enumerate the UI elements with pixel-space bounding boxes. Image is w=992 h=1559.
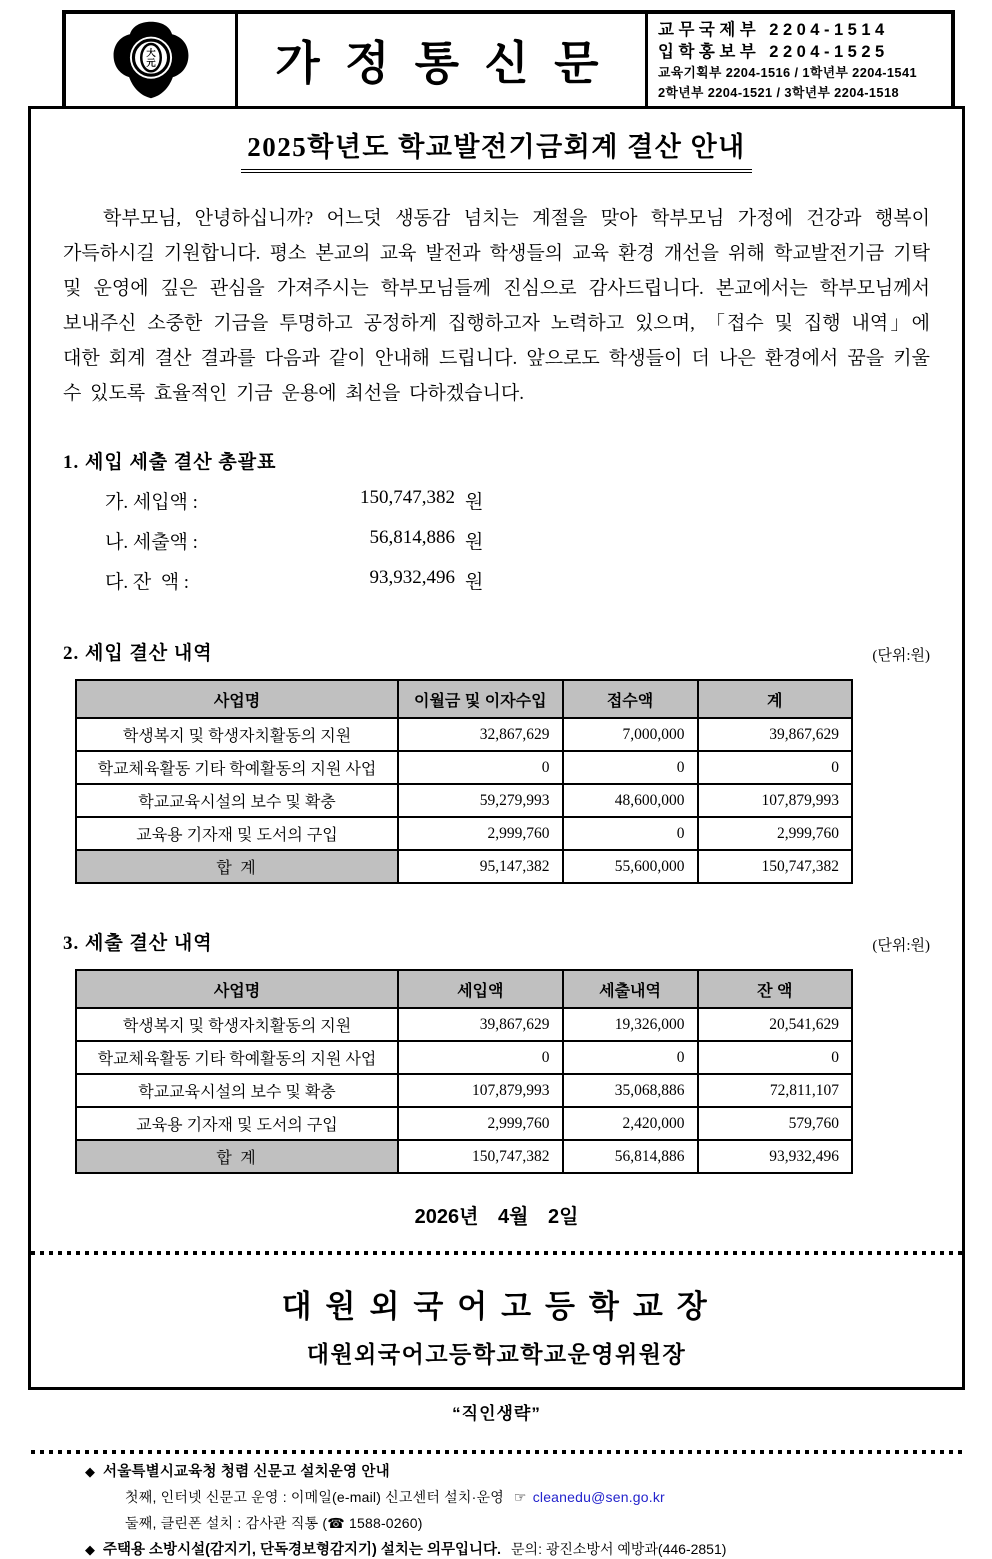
column-header: 접수액	[563, 680, 698, 718]
section1-heading: 1. 세입 세출 결산 총괄표	[63, 452, 277, 473]
summary-unit: 원	[465, 492, 484, 513]
clean-report-notice-title: 서울특별시교육청 청렴 신문고 설치운영 안내	[103, 1464, 390, 1480]
amount-cell: 59,279,993	[398, 784, 563, 817]
footer-notices	[63, 1460, 930, 1559]
svg-text:元: 元	[145, 59, 156, 70]
school-logo-cell	[66, 14, 238, 106]
summary-value: 56,814,886	[369, 527, 455, 548]
clean-report-sub1	[125, 1487, 930, 1507]
greeting-paragraph: 학부모님, 안녕하십니까? 어느덧 생동감 넘치는 계절을 맞아 학부모님 가정에 건강과 행복이 가득하시길 기원합니다. 평소 본교의 교육 발전과 학생들의 교육 환경 개선을 위해 학교발전기금 기탁 및 운영에 깊은 관심을 가져주시는 학부모님들께 진심으로 감사드립니다. 본교에서는 학부모님께서 보내주신 소중한 기금을 투명하고 공정하게 집행하고자 노력하고 있으며, 「접수 및 집행 내역」에 대한 회계 결산 결과를 다음과 같이 안내해 드립니다. 앞으로도 학생들이 더 나은 환경에서 꿈을 키울 수 있도록 효율적인 기금 운용에 최선을 다하겠습니다.	[63, 208, 930, 404]
header-banner	[62, 10, 955, 106]
school-emblem-icon	[111, 21, 191, 99]
amount-cell: 48,600,000	[563, 784, 698, 817]
project-name-cell: 학생복지 및 학생자치활동의 지원	[76, 718, 398, 751]
table-header-row	[76, 680, 852, 718]
amount-cell: 72,811,107	[698, 1074, 852, 1107]
amount-cell: 39,867,629	[398, 1008, 563, 1041]
table-row	[76, 1008, 852, 1041]
summary-label: 가. 세입액 :	[105, 492, 198, 513]
project-name-cell: 학교체육활동 기타 학예활동의 지원 사업	[76, 1041, 398, 1074]
amount-cell: 107,879,993	[398, 1074, 563, 1107]
contact-line: 입학홍보부 2204-1525	[658, 42, 889, 61]
table-header-row	[76, 970, 852, 1008]
amount-cell: 56,814,886	[563, 1140, 698, 1173]
contact-line: 교육기획부 2204-1516 / 1학년부 2204-1541	[658, 64, 917, 80]
project-name-cell: 교육용 기자재 및 도서의 구입	[76, 817, 398, 850]
contact-line: 2학년부 2204-1521 / 3학년부 2204-1518	[658, 84, 899, 100]
summary-unit: 원	[465, 532, 484, 553]
table-row	[76, 718, 852, 751]
fire-safety-contact: 문의: 광진소방서 예방과(446-2851)	[511, 1541, 727, 1557]
masthead-cell	[238, 14, 648, 106]
amount-cell: 579,760	[698, 1107, 852, 1140]
amount-cell: 19,326,000	[563, 1008, 698, 1041]
table-row	[76, 1107, 852, 1140]
column-header: 잔 액	[698, 970, 852, 1008]
seal-omitted-note: “직인생략”	[452, 1404, 541, 1423]
dotted-divider	[31, 1450, 962, 1454]
amount-cell: 95,147,382	[398, 850, 563, 883]
amount-cell: 0	[698, 1041, 852, 1074]
diamond-bullet-icon: ◆	[85, 1542, 95, 1557]
unit-note: (단위:원)	[872, 938, 930, 954]
column-header: 이월금 및 이자수입	[398, 680, 563, 718]
column-header: 계	[698, 680, 852, 718]
amount-cell: 0	[398, 1041, 563, 1074]
masthead-title: 가정통신문	[275, 37, 624, 89]
project-name-cell: 합 계	[76, 850, 398, 883]
project-name-cell: 교육용 기자재 및 도서의 구입	[76, 1107, 398, 1140]
amount-cell: 55,600,000	[563, 850, 698, 883]
summary-item-income	[63, 487, 930, 514]
amount-cell: 93,932,496	[698, 1140, 852, 1173]
column-header: 사업명	[76, 970, 398, 1008]
document-body-frame	[28, 106, 965, 1558]
income-settlement-table	[75, 679, 853, 884]
project-name-cell: 학생복지 및 학생자치활동의 지원	[76, 1008, 398, 1041]
summary-unit: 원	[465, 572, 484, 593]
total-row	[76, 850, 852, 883]
table-row	[76, 1041, 852, 1074]
amount-cell: 0	[563, 817, 698, 850]
amount-cell: 0	[563, 751, 698, 784]
unit-note: (단위:원)	[872, 648, 930, 664]
amount-cell: 39,867,629	[698, 718, 852, 751]
amount-cell: 0	[563, 1041, 698, 1074]
contact-line: 교무국제부 2204-1514	[658, 20, 889, 39]
total-row	[76, 1140, 852, 1173]
pointing-hand-icon: ☞	[513, 1489, 527, 1505]
amount-cell: 32,867,629	[398, 718, 563, 751]
project-name-cell: 학교교육시설의 보수 및 확충	[76, 784, 398, 817]
column-header: 세입액	[398, 970, 563, 1008]
section3-heading: 3. 세출 결산 내역	[63, 933, 213, 954]
signature-principal: 대원외국어고등학교장	[281, 1289, 721, 1324]
summary-value: 93,932,496	[369, 567, 455, 588]
amount-cell: 107,879,993	[698, 784, 852, 817]
project-name-cell: 학교교육시설의 보수 및 확충	[76, 1074, 398, 1107]
document-date: 2026년 4월 2일	[414, 1206, 579, 1228]
amount-cell: 2,999,760	[698, 817, 852, 850]
fire-safety-notice: 주택용 소방시설(감지기, 단독경보형감지기) 설치는 의무입니다.	[103, 1542, 502, 1558]
summary-label: 나. 세출액 :	[105, 532, 198, 553]
clean-report-sub1-text: 첫째, 인터넷 신문고 운영 : 이메일(e-mail) 신고센터 설치·운영	[125, 1489, 504, 1505]
amount-cell: 150,747,382	[698, 850, 852, 883]
diamond-bullet-icon: ◆	[85, 1464, 95, 1479]
table-row	[76, 784, 852, 817]
amount-cell: 2,999,760	[398, 817, 563, 850]
amount-cell: 7,000,000	[563, 718, 698, 751]
amount-cell: 0	[398, 751, 563, 784]
amount-cell: 150,747,382	[398, 1140, 563, 1173]
amount-cell: 20,541,629	[698, 1008, 852, 1041]
summary-value: 150,747,382	[360, 487, 455, 508]
summary-item-balance	[63, 567, 930, 594]
amount-cell: 0	[698, 751, 852, 784]
table-row	[76, 751, 852, 784]
column-header: 세출내역	[563, 970, 698, 1008]
project-name-cell: 학교체육활동 기타 학예활동의 지원 사업	[76, 751, 398, 784]
dotted-divider	[31, 1251, 962, 1255]
amount-cell: 35,068,886	[563, 1074, 698, 1107]
amount-cell: 2,999,760	[398, 1107, 563, 1140]
svg-text:大: 大	[145, 49, 156, 60]
project-name-cell: 합 계	[76, 1140, 398, 1173]
signature-committee: 대원외국어고등학교학교운영위원장	[306, 1341, 687, 1367]
section2-heading: 2. 세입 결산 내역	[63, 643, 213, 664]
table-row	[76, 1074, 852, 1107]
clean-report-email-link[interactable]: cleanedu@sen.go.kr	[532, 1489, 665, 1505]
contact-numbers	[648, 14, 951, 106]
column-header: 사업명	[76, 680, 398, 718]
document-title: 2025학년도 학교발전기금회계 결산 안내	[241, 125, 751, 173]
expense-settlement-table	[75, 969, 853, 1174]
summary-item-expense	[63, 527, 930, 554]
clean-report-sub2: 둘째, 클린폰 설치 : 감사관 직통 (☎ 1588-0260)	[125, 1515, 423, 1531]
table-row	[76, 817, 852, 850]
amount-cell: 2,420,000	[563, 1107, 698, 1140]
summary-label: 다. 잔 액 :	[105, 572, 190, 593]
